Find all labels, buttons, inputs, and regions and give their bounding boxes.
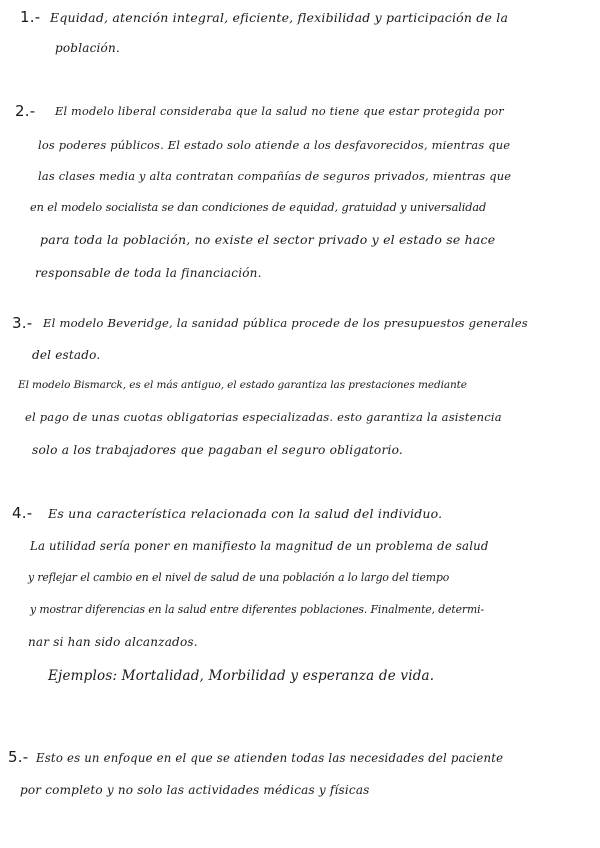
answer-line: del estado. [32, 348, 101, 362]
answer-line: La utilidad sería poner en manifiesto la magnitud de un problema de salud [30, 539, 489, 553]
examples-line: Ejemplos: Mortalidad, Morbilidad y esperanza de vida. [48, 668, 435, 684]
answer-line: por completo y no solo las actividades médicas y físicas [20, 783, 370, 797]
answer-number: 4.- [12, 504, 33, 522]
answer-line: solo a los trabajadores que pagaban el seguro obligatorio. [32, 443, 403, 457]
answer-line: población. [55, 41, 120, 55]
answer-line: nar si han sido alcanzados. [28, 635, 198, 649]
answer-line: Equidad, atención integral, eficiente, flexibilidad y participación de la [50, 10, 509, 25]
answer-number: 5.- [8, 748, 29, 766]
answer-line: las clases media y alta contratan compañías de seguros privados, mientras que [38, 169, 512, 183]
answer-line: el pago de unas cuotas obligatorias especializadas. esto garantiza la asistencia [25, 410, 502, 424]
answer-number: 1.- [20, 8, 41, 26]
answer-line: El modelo Beveridge, la sanidad pública procede de los presupuestos generales [43, 316, 528, 330]
answer-number: 2.- [15, 102, 36, 120]
answer-number: 3.- [12, 314, 33, 332]
answer-line: El modelo Bismarck, es el más antiguo, el estado garantiza las prestaciones mediante [18, 379, 467, 391]
answer-line: y reflejar el cambio en el nivel de salud de una población a lo largo del tiempo [28, 571, 450, 584]
answer-line: en el modelo socialista se dan condiciones de equidad, gratuidad y universalidad [30, 201, 487, 214]
answer-line: y mostrar diferencias en la salud entre diferentes poblaciones. Finalmente, determi- [30, 603, 485, 616]
answer-line: para toda la población, no existe el sector privado y el estado se hace [40, 232, 496, 247]
answer-line: Es una característica relacionada con la salud del individuo. [48, 506, 443, 521]
answer-line: responsable de toda la financiación. [35, 266, 262, 280]
answer-line: El modelo liberal consideraba que la salud no tiene que estar protegida por [55, 105, 504, 118]
answer-line: los poderes públicos. El estado solo atiende a los desfavorecidos, mientras que [38, 138, 511, 152]
answer-line: Esto es un enfoque en el que se atienden todas las necesidades del paciente [36, 751, 504, 765]
